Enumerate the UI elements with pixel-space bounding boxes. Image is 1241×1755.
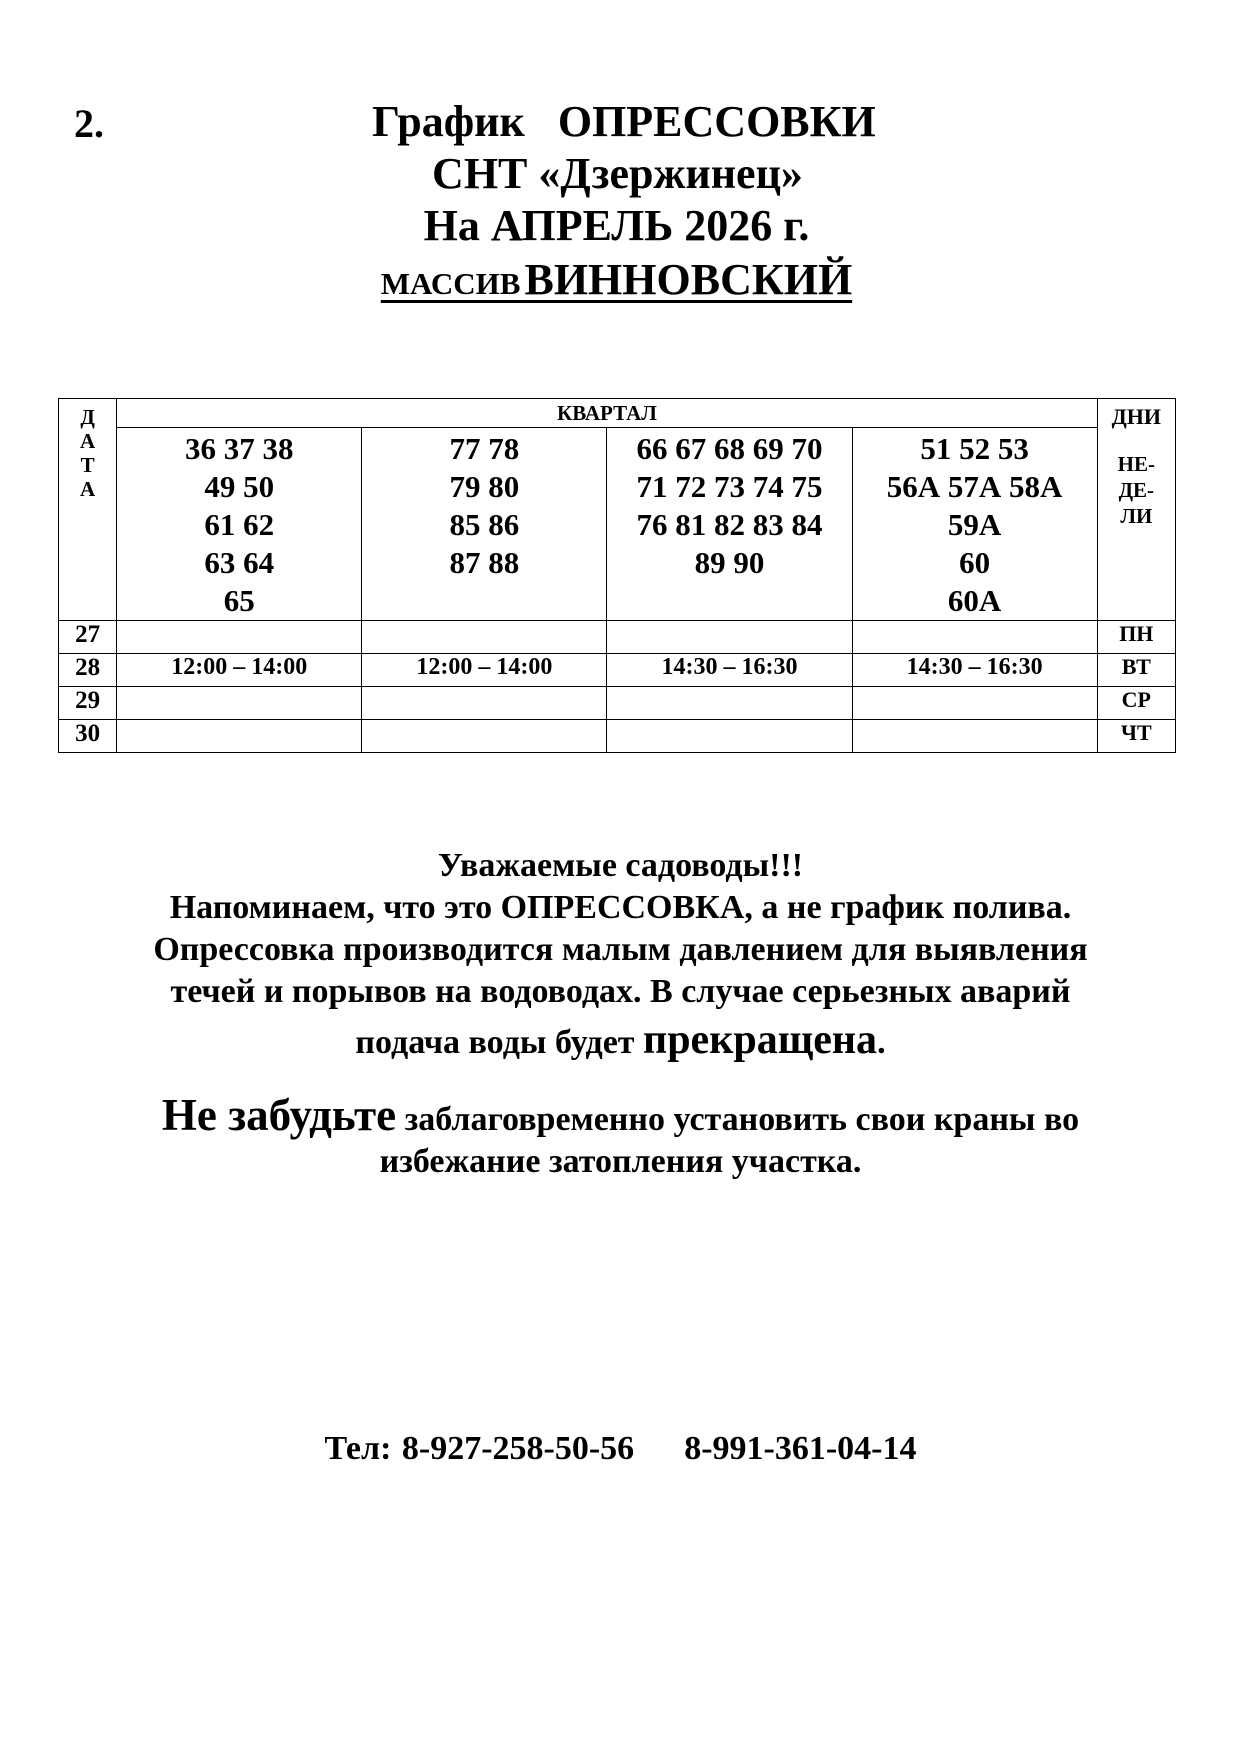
notice-line: Напоминаем, что это ОПРЕССОВКА, а не график полива. [169, 889, 1072, 926]
row-cell [607, 621, 852, 654]
row-cell [607, 687, 852, 720]
row-cell [362, 720, 607, 753]
title-line-2: СНТ «Дзержинец» [432, 149, 803, 198]
kvartal-header: КВАРТАЛ [117, 399, 1097, 428]
row-cell [852, 720, 1097, 753]
days-header: ДНИ НЕ- ДЕ- ЛИ [1097, 399, 1175, 621]
row-cell [362, 621, 607, 654]
emphasis-word: прекращена [643, 1017, 878, 1063]
row-weekday: ПН [1097, 621, 1175, 654]
reminder-line: Не забудьте заблаговременно установить свои краны во [161, 1090, 1080, 1140]
row-weekday: ВТ [1097, 654, 1175, 687]
massif-heading [0, 254, 1241, 305]
schedule-table [58, 398, 1176, 753]
row-cell [117, 687, 362, 720]
massif-prefix: МАССИВ [380, 266, 521, 301]
contacts [0, 1430, 1241, 1468]
table-row [59, 654, 1176, 687]
quarter-group-4: 51 52 53 56А 57А 58А 59А 60 60А [852, 428, 1097, 621]
row-weekday: ЧТ [1097, 720, 1175, 753]
phone-2: 8-991-361-04-14 [684, 1430, 917, 1467]
document-title-block [0, 96, 1241, 305]
notice-block [0, 845, 1241, 1183]
row-cell [117, 720, 362, 753]
reminder-emphasis: Не забудьте [161, 1090, 397, 1140]
date-header: Д А Т А [59, 399, 117, 621]
quarter-group-2: 77 78 79 80 85 86 87 88 [362, 428, 607, 621]
row-date: 29 [59, 687, 117, 720]
row-weekday: СР [1097, 687, 1175, 720]
phone-1: Тел: 8-927-258-50-56 [324, 1430, 635, 1467]
table-row [59, 621, 1176, 654]
row-cell [852, 621, 1097, 654]
row-cell [607, 720, 852, 753]
document-number: 2. [74, 101, 104, 146]
notice-line: течей и порывов на водоводах. В случае серьезных аварий [170, 973, 1071, 1010]
row-cell: 14:30 – 16:30 [852, 654, 1097, 687]
notice-line: подача воды будет прекращена. [355, 1017, 886, 1063]
massif-name: ВИННОВСКИЙ [524, 255, 853, 304]
row-cell [852, 687, 1097, 720]
week-header: НЕ- ДЕ- ЛИ [1117, 452, 1155, 528]
title-line-1: График ОПРЕССОВКИ [372, 97, 876, 146]
row-date: 28 [59, 654, 117, 687]
row-date: 30 [59, 720, 117, 753]
quarter-group-1: 36 37 38 49 50 61 62 63 64 65 [117, 428, 362, 621]
quarter-group-3: 66 67 68 69 70 71 72 73 74 75 76 81 82 83 84 89 90 [607, 428, 852, 621]
row-cell: 14:30 – 16:30 [607, 654, 852, 687]
row-date: 27 [59, 621, 117, 654]
row-cell: 12:00 – 14:00 [117, 654, 362, 687]
table-row [59, 687, 1176, 720]
table-row [59, 720, 1176, 753]
reminder-line: избежание затопления участка. [379, 1143, 862, 1180]
row-cell: 12:00 – 14:00 [362, 654, 607, 687]
row-cell [117, 621, 362, 654]
title-line-3: На АПРЕЛЬ 2026 г. [423, 201, 810, 250]
row-cell [362, 687, 607, 720]
notice-greeting: Уважаемые садоводы!!! [437, 847, 804, 884]
notice-line: Опрессовка производится малым давлением для выявления [153, 931, 1088, 968]
